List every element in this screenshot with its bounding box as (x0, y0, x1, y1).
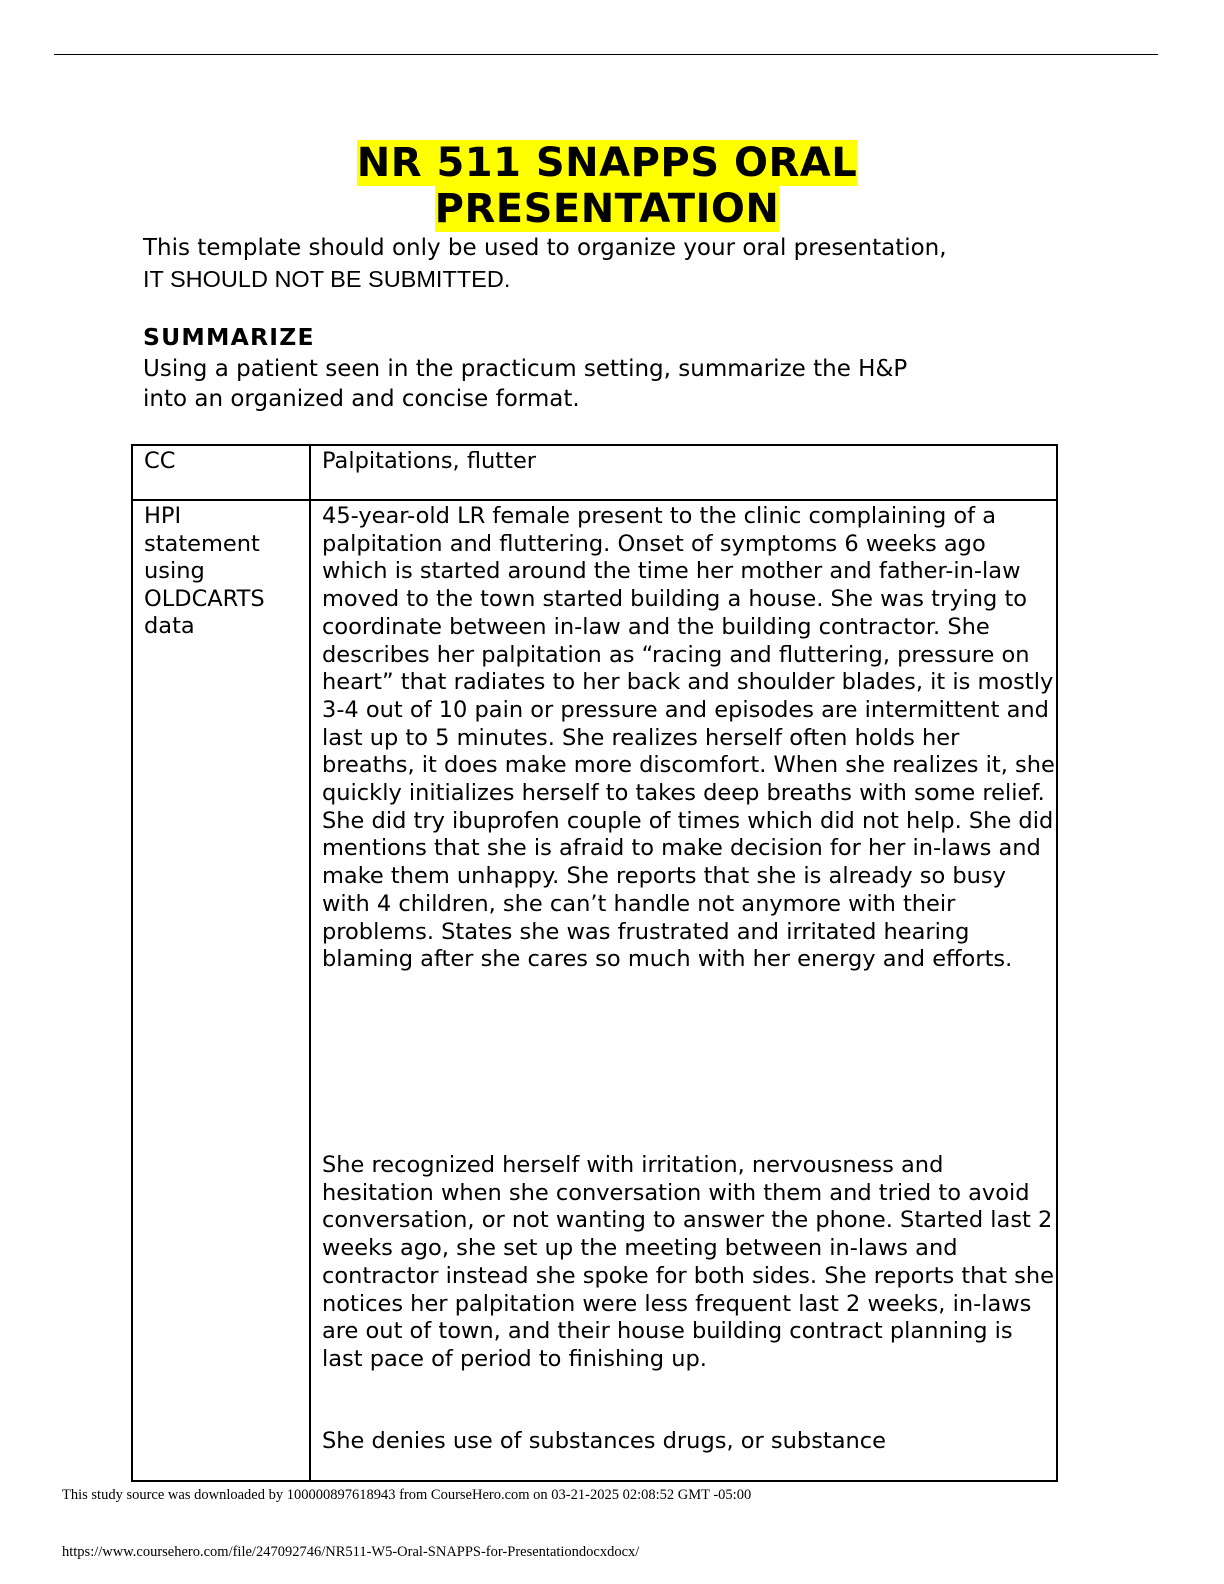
intro-line-1: This template should only be used to organize your oral presentation, (143, 235, 947, 261)
table-column-divider (309, 446, 311, 1480)
hpi-paragraph-2: She recognized herself with irritation, nervousness and hesitation when she conversation with them and tried to avoid conversation, or not wanting to answer the phone. Started last 2 weeks ago, she set up the meeting between in-laws and contractor instead she spoke for both sides. She reports that she notices her palpitation were less frequent last 2 weeks, in-laws are out of town, and their house building contract planning is last pace of period to finishing up. (322, 1152, 1055, 1372)
section-heading-summarize: SUMMARIZE (143, 323, 315, 351)
section-desc-line-2: into an organized and concise format. (143, 386, 580, 412)
top-rule (54, 54, 1158, 55)
hpi-label: HPI statement using OLDCARTS data (144, 503, 265, 639)
title-line-1: NR 511 SNAPPS ORAL (356, 140, 858, 186)
section-desc-line-1: Using a patient seen in the practicum setting, summarize the H&P (143, 356, 908, 382)
footer-url[interactable]: https://www.coursehero.com/file/247092746/NR511-W5-Oral-SNAPPS-for-Presentationdocxdocx/ (62, 1544, 640, 1560)
section-description (143, 354, 1063, 414)
footer-source-note: This study source was downloaded by 100000897618943 from CourseHero.com on 03-21-2025 02:08:52 GMT -05:00 (62, 1487, 752, 1503)
cc-label: CC (144, 448, 176, 474)
cc-value: Palpitations, flutter (322, 448, 537, 474)
hp-table (131, 444, 1058, 1482)
document-title (142, 140, 1072, 232)
hpi-paragraph-3: She denies use of substances drugs, or substance (322, 1428, 886, 1454)
hpi-paragraph-1: 45-year-old LR female present to the clinic complaining of a palpitation and fluttering. Onset of symptoms 6 weeks ago which is started around the time her mother and father-in-law moved to the town started building a house. She was trying to coordinate between in-law and the building contractor. She describes her palpitation as “racing and fluttering, pressure on heart” that radiates to her back and shoulder blades, it is mostly 3-4 out of 10 pain or pressure and episodes are intermittent and last up to 5 minutes. She realizes herself often holds her breaths, it does make more discomfort. When she realizes it, she quickly initializes herself to takes deep breaths with some relief. She did try ibuprofen couple of times which did not help. She did mentions that she is afraid to make decision for her in-laws and make them unhappy. She reports that she is already so busy with 4 children, she can’t handle not anymore with their problems. States she was frustrated and irritated hearing blaming after she cares so much with her energy and efforts. (322, 503, 1055, 973)
title-line-2: PRESENTATION (434, 186, 780, 232)
intro-note (143, 233, 1083, 294)
intro-line-2: IT SHOULD NOT BE SUBMITTED. (143, 265, 511, 292)
table-row-divider (133, 499, 1056, 501)
